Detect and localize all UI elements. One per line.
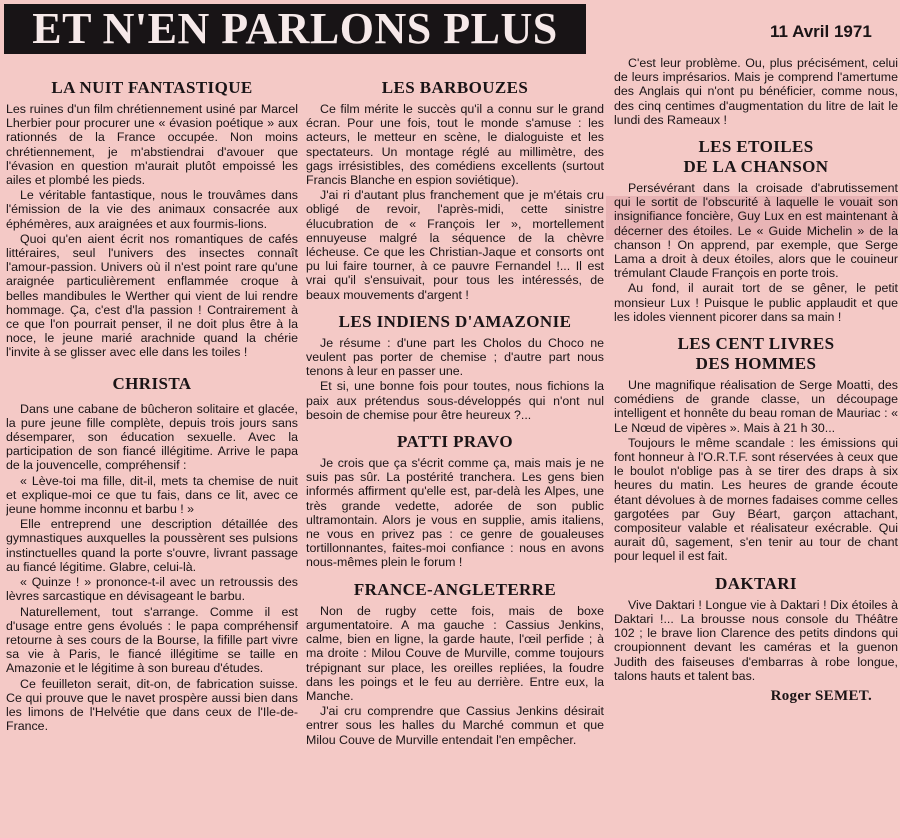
headline: LES BARBOUZES	[381, 78, 529, 97]
headline: CHRISTA	[112, 373, 192, 393]
paragraph: Ce feuilleton serait, dit-on, de fabrication suisse. Ce qui prouve que le navet prospère aussi bien dans les limons de l'Helvétie que dans ceux de l'Ile-de-France.	[6, 676, 298, 734]
paragraph: Le véritable fantastique, nous le trouvâmes dans l'émission de la vie des animaux consacrée aux éphémères, aux araignées et aux fourmis-lions.	[6, 188, 298, 231]
article-christa	[6, 374, 298, 734]
column-middle	[306, 60, 604, 834]
paragraph: Persévérant dans la croisade d'abrutissement qui le sortit de l'obscurité à laquelle le vouait son insignifiance foncière, Guy Lux en est maintenant à décerner des étoiles. Le « Guide Michelin » de la chanson ! On apprend, par exemple, que Serge Lama a droit à deux étoiles, alors que le couineur trémulant Claude François en porte trois.	[614, 181, 898, 281]
paragraph: Vive Daktari ! Longue vie à Daktari ! Dix étoiles à Daktari !... La brousse nous console du Théâtre 102 ; le brave lion Clarence des petits dindons qui croupionnent devant les caméras et la guenon Judith des faiseuses d'embarras à robe longue, talons hauts et talent bas.	[614, 597, 898, 683]
paragraph: Elle entreprend une description détaillée des gymnastiques auxquelles la poussèrent ses pulsions instinctuelles quand la porte s'ouvre, livrant passage au fiancé légitime. Glabre, celui-là.	[6, 517, 298, 574]
article-france-angleterre	[306, 580, 604, 747]
headline: PATTI PRAVO	[397, 432, 513, 452]
paragraph: « Lève-toi ma fille, dit-il, mets ta chemise de nuit et explique-moi ce que tu fais, dans ce lit, avec ce jeune homme inconnu et barbu ! »	[6, 473, 298, 517]
paragraph: Je crois que ça s'écrit comme ça, mais mais je ne suis pas sûr. La postérité tranchera. Les gens bien informés affirment qu'elle est, par-delà les Alpes, une très grande vedette, adorée de son public ultramontain. Alors je vous en supplie, amis italiens, ne vous en privez pas : ce genre de goualeuses tortillonnantes, faites-moi confiance : nous en avons nous-mêmes plein le forum !	[306, 456, 604, 570]
paragraph: C'est leur problème. Ou, plus précisément, celui de leurs imprésarios. Mais je comprend l'amertume des Anglais qui n'ont pu bénéficier, comme nous, des cinq centimes d'augmentation du litre de lait le lundi des Rameaux !	[614, 56, 898, 127]
headline: DAKTARI	[715, 573, 797, 593]
paragraph: Quoi qu'en aient écrit nos romantiques de cafés littéraires, seul l'univers des insectes connaît l'amour-passion. Univers où il n'est point rare qu'une araignée particulièrement enflammée croque à belles mandibules le Werther qui vient de lui rendre hommage. Ça, c'est d'la passion ! Contrairement à ce que l'on pourrait penser, il ne doit plus être à la noce, le jeune marié arachnide quand la chérie l'invite à se glisser avec elle dans les toiles !	[6, 231, 298, 360]
headline: LA NUIT FANTASTIQUE	[51, 78, 253, 97]
column-right	[614, 56, 898, 834]
paragraph: Non de rugby cette fois, mais de boxe argumentatoire. A ma gauche : Cassius Jenkins, calme, bien en ligne, la garde haute, l'œil perfide ; à ma droite : Milou Couve de Murville, comme toujours trépignant sur place, les oreilles repliées, la foudre dans les poings et le feu au derrière. Entre eux, la Manche.	[306, 603, 604, 703]
article-les-barbouzes	[306, 78, 604, 302]
paragraph: J'ai cru comprendre que Cassius Jenkins désirait entrer sous les halles du Marché commun et que Milou Couve de Murville entendait l'en empêcher.	[306, 704, 604, 747]
article-la-nuit-fantastique	[6, 78, 298, 360]
paragraph: Et si, une bonne fois pour toutes, nous fichions la paix aux prétendus sous-développés qui n'ont nul besoin de chemise pour être heureux ?...	[306, 379, 604, 422]
article-france-angleterre-continued	[614, 56, 898, 127]
article-les-cent-livres-des-hommes	[614, 334, 898, 564]
paragraph: Au fond, il aurait tort de se gêner, le petit monsieur Lux ! Puisque le public applaudit et que les idoles viennent picorer dans sa main !	[614, 281, 898, 324]
paragraph: J'ai ri d'autant plus franchement que je m'étais cru obligé de revoir, l'après-midi, cette sinistre élucubration de « François Ier », mortellement ennuyeuse malgré la séquence de la chèvre lécheuse. Ce que les Christian-Jaque et consorts ont pu lui faire tourner, à ce pauvre Fernandel !... Il est vrai qu'il s'ensuivait, pour tous les intéressés, de beaux mouvements d'argent !	[306, 188, 604, 302]
paragraph: Naturellement, tout s'arrange. Comme il est d'usage entre gens évolués : le papa compréhensif retourne à ses cours de la Bourse, la fifille part vivre sa vie à Paris, le fiancé illégitime se taille en Amazonie et le légitime à son bureau d'études.	[6, 604, 298, 676]
paragraph: Dans une cabane de bûcheron solitaire et glacée, la pure jeune fille complète, depuis trois jours sans désemparer, son éducation sexuelle. Avec la participation de son fiancé illégitime. Arrive le papa de la jouvencelle, compréhensif :	[6, 401, 298, 473]
headline: FRANCE-ANGLETERRE	[353, 579, 557, 599]
headline-line: DE LA CHANSON	[683, 157, 829, 177]
headline-line: LES CENT LIVRES	[677, 334, 835, 354]
paragraph: Ce film mérite le succès qu'il a connu sur le grand écran. Pour une fois, tout le monde s'amuse : les acteurs, le metteur en scène, le dialoguiste et les spectateurs. Un montage réglé au millimètre, des gags irrésistibles, des comédiens excellents (surtout Francis Blanche en espion soviétique).	[306, 102, 604, 188]
author-signature: Roger SEMET.	[770, 687, 872, 704]
paragraph: Je résume : d'une part les Cholos du Choco ne veulent pas porter de chemise ; d'autre part nous tenons à leur en passer une.	[306, 335, 604, 379]
headline-line: LES ETOILES	[698, 137, 814, 157]
article-les-indiens-d-amazonie	[306, 312, 604, 422]
headline	[614, 334, 898, 374]
column-left	[6, 60, 298, 834]
article-patti-pravo	[306, 432, 604, 570]
headline	[614, 137, 898, 177]
paragraph: Les ruines d'un film chrétiennement usiné par Marcel Lherbier pour procurer une « évasion poétique » aux rationnés de la France occupée. Non moins chrétiennement, je m'abstiendrai d'avouer que l'évasion en question m'aurait plutôt empoissé les ailes et plombé les pieds.	[6, 102, 298, 188]
article-daktari	[614, 574, 898, 703]
paragraph: Toujours le même scandale : les émissions qui font honneur à l'O.R.T.F. sont réservées à ceux que le boulot n'oblige pas à se tirer des draps à six heures du matin. Les heures de grande écoute étant dévolues à de mornes fadaises comme celles gargotées par Guy Béart, garçon attachant, compositeur valable et réalisateur exécrable. Qui aurait dû, sagement, s'en tenir au tour de chant pour lequel il est fait.	[614, 435, 898, 564]
article-les-etoiles-de-la-chanson	[614, 137, 898, 324]
headline: LES INDIENS D'AMAZONIE	[338, 311, 572, 331]
headline-line: DES HOMMES	[695, 354, 817, 374]
paragraph: Une magnifique réalisation de Serge Moatti, des comédiens de grande classe, un découpage intelligent et honnête du beau roman de Mauriac : « Le Nœud de vipères ». Mais à 21 h 30...	[614, 378, 898, 435]
publication-date: 11 Avril 1971	[770, 22, 872, 41]
masthead-title: ET N'EN PARLONS PLUS	[4, 4, 586, 54]
paragraph: « Quinze ! » prononce-t-il avec un retroussis des lèvres sarcastique en dévisageant le barbu.	[6, 575, 298, 604]
